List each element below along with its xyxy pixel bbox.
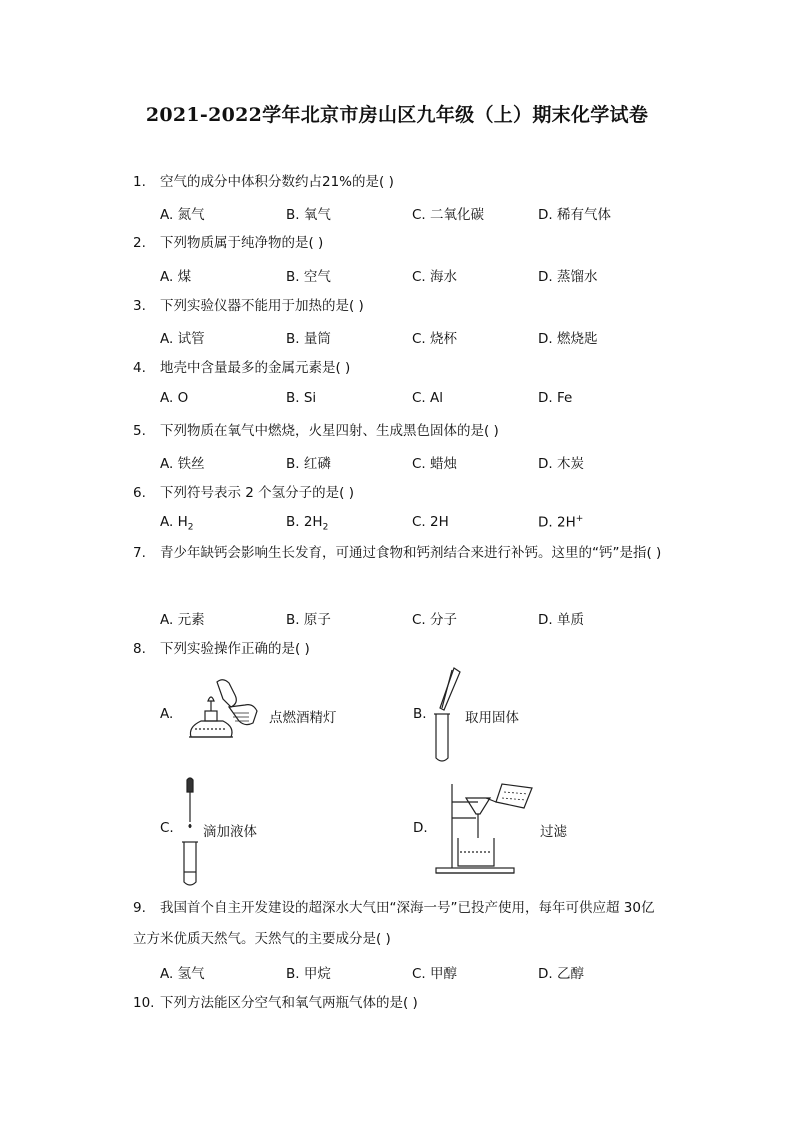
option-c[interactable]: C. 2H — [412, 514, 449, 530]
question-stem: 空气的成分中体积分数约占21%的是( ) — [160, 174, 394, 190]
subscript: 2 — [187, 522, 194, 533]
question-number: 8. — [133, 641, 146, 657]
options-q1 — [160, 203, 680, 223]
question-stem: 下列物质属于纯净物的是( ) — [160, 235, 324, 251]
option-a[interactable]: A. 试管 — [160, 331, 205, 347]
question-number: 2. — [133, 235, 146, 251]
q8-option-c-label: 滴加液体 — [203, 824, 257, 840]
question-2 — [133, 233, 323, 253]
option-c[interactable]: C. 二氧化碳 — [412, 207, 485, 223]
option-b[interactable]: B. 氧气 — [286, 207, 331, 223]
option-b[interactable]: B. 空气 — [286, 269, 331, 285]
question-stem: 青少年缺钙会影响生长发育，可通过食物和钙剂结合来进行补钙。这里的“钙”是指( ) — [160, 545, 662, 561]
question-number: 5. — [133, 423, 146, 439]
question-9 — [133, 893, 663, 955]
option-b-text: B. 2H — [286, 514, 323, 530]
option-a[interactable]: A. 铁丝 — [160, 456, 205, 472]
question-stem: 地壳中含量最多的金属元素是( ) — [160, 360, 351, 376]
option-b[interactable] — [286, 514, 328, 533]
question-1 — [133, 172, 394, 192]
question-number: 6. — [133, 485, 146, 501]
question-number: 10. — [133, 995, 155, 1011]
question-stem: 下列物质在氧气中燃烧，火星四射、生成黑色固体的是( ) — [160, 423, 499, 439]
options-q4 — [160, 390, 680, 410]
option-c[interactable]: C. 烧杯 — [412, 331, 458, 347]
option-d[interactable]: D. 燃烧匙 — [538, 331, 598, 347]
option-d-text: D. 2H — [538, 514, 576, 531]
alcohol-lamp-illustration — [183, 677, 273, 752]
option-c[interactable]: C. 海水 — [412, 269, 458, 285]
question-4 — [133, 358, 350, 378]
q8-option-c-letter[interactable]: C. — [160, 820, 174, 836]
option-b[interactable]: B. 量筒 — [286, 331, 331, 347]
subscript: 2 — [322, 522, 329, 533]
question-3 — [133, 296, 364, 316]
option-c[interactable]: C. Al — [412, 390, 443, 406]
question-8 — [133, 639, 310, 659]
question-number: 3. — [133, 298, 146, 314]
option-d[interactable]: D. 单质 — [538, 612, 584, 628]
q8-option-b-letter[interactable]: B. — [413, 706, 427, 722]
question-6 — [133, 483, 354, 503]
question-number: 4. — [133, 360, 146, 376]
option-c[interactable]: C. 甲醇 — [412, 966, 458, 982]
q8-option-a-letter[interactable]: A. — [160, 706, 174, 722]
q8-option-d-label: 过滤 — [540, 824, 567, 840]
option-d[interactable]: D. 蒸馏水 — [538, 269, 598, 285]
q8-option-b-label: 取用固体 — [465, 710, 519, 726]
question-7 — [133, 538, 663, 569]
q8-option-d-letter[interactable]: D. — [413, 820, 428, 836]
option-d[interactable]: D. 木炭 — [538, 456, 584, 472]
option-c[interactable]: C. 分子 — [412, 612, 458, 628]
test-tube-tweezers-illustration — [430, 664, 470, 764]
question-5 — [133, 421, 499, 441]
option-b[interactable]: B. 原子 — [286, 612, 331, 628]
question-stem: 下列实验仪器不能用于加热的是( ) — [160, 298, 364, 314]
option-a[interactable]: A. 元素 — [160, 612, 205, 628]
option-d[interactable]: D. 稀有气体 — [538, 207, 611, 223]
options-q5 — [160, 452, 680, 472]
filtration-apparatus-illustration — [436, 780, 536, 880]
option-d[interactable]: D. Fe — [538, 390, 573, 406]
options-q9 — [160, 962, 680, 982]
question-stem: 下列方法能区分空气和氧气两瓶气体的是( ) — [160, 995, 418, 1011]
question-stem: 下列符号表示 2 个氢分子的是( ) — [160, 485, 354, 501]
option-b[interactable]: B. Si — [286, 390, 317, 406]
question-number: 9. — [133, 900, 146, 916]
option-a[interactable]: A. 氢气 — [160, 966, 205, 982]
option-a[interactable] — [160, 514, 193, 533]
page-title: 2021-2022学年北京市房山区九年级（上）期末化学试卷 — [145, 104, 649, 126]
option-d[interactable] — [538, 514, 583, 531]
option-d[interactable]: D. 乙醇 — [538, 966, 584, 982]
question-10 — [133, 993, 418, 1013]
question-stem: 下列实验操作正确的是( ) — [160, 641, 310, 657]
options-q7 — [160, 608, 680, 628]
question-number: 7. — [133, 545, 146, 561]
options-q2 — [160, 265, 680, 285]
option-a[interactable]: A. 煤 — [160, 269, 192, 285]
question-stem: 我国首个自主开发建设的超深水大气田“深海一号”已投产使用，每年可供应超 30亿立方米优质天然气。天然气的主要成分是( ) — [133, 900, 655, 947]
question-number: 1. — [133, 174, 146, 190]
option-a[interactable]: A. O — [160, 390, 189, 406]
options-q6 — [160, 514, 680, 534]
q8-option-a-label: 点燃酒精灯 — [269, 710, 337, 726]
superscript: + — [575, 514, 584, 524]
option-c[interactable]: C. 蜡烛 — [412, 456, 458, 472]
option-b[interactable]: B. 红磷 — [286, 456, 331, 472]
option-a-text: A. H — [160, 514, 188, 530]
option-a[interactable]: A. 氮气 — [160, 207, 205, 223]
options-q3 — [160, 327, 680, 347]
option-b[interactable]: B. 甲烷 — [286, 966, 331, 982]
